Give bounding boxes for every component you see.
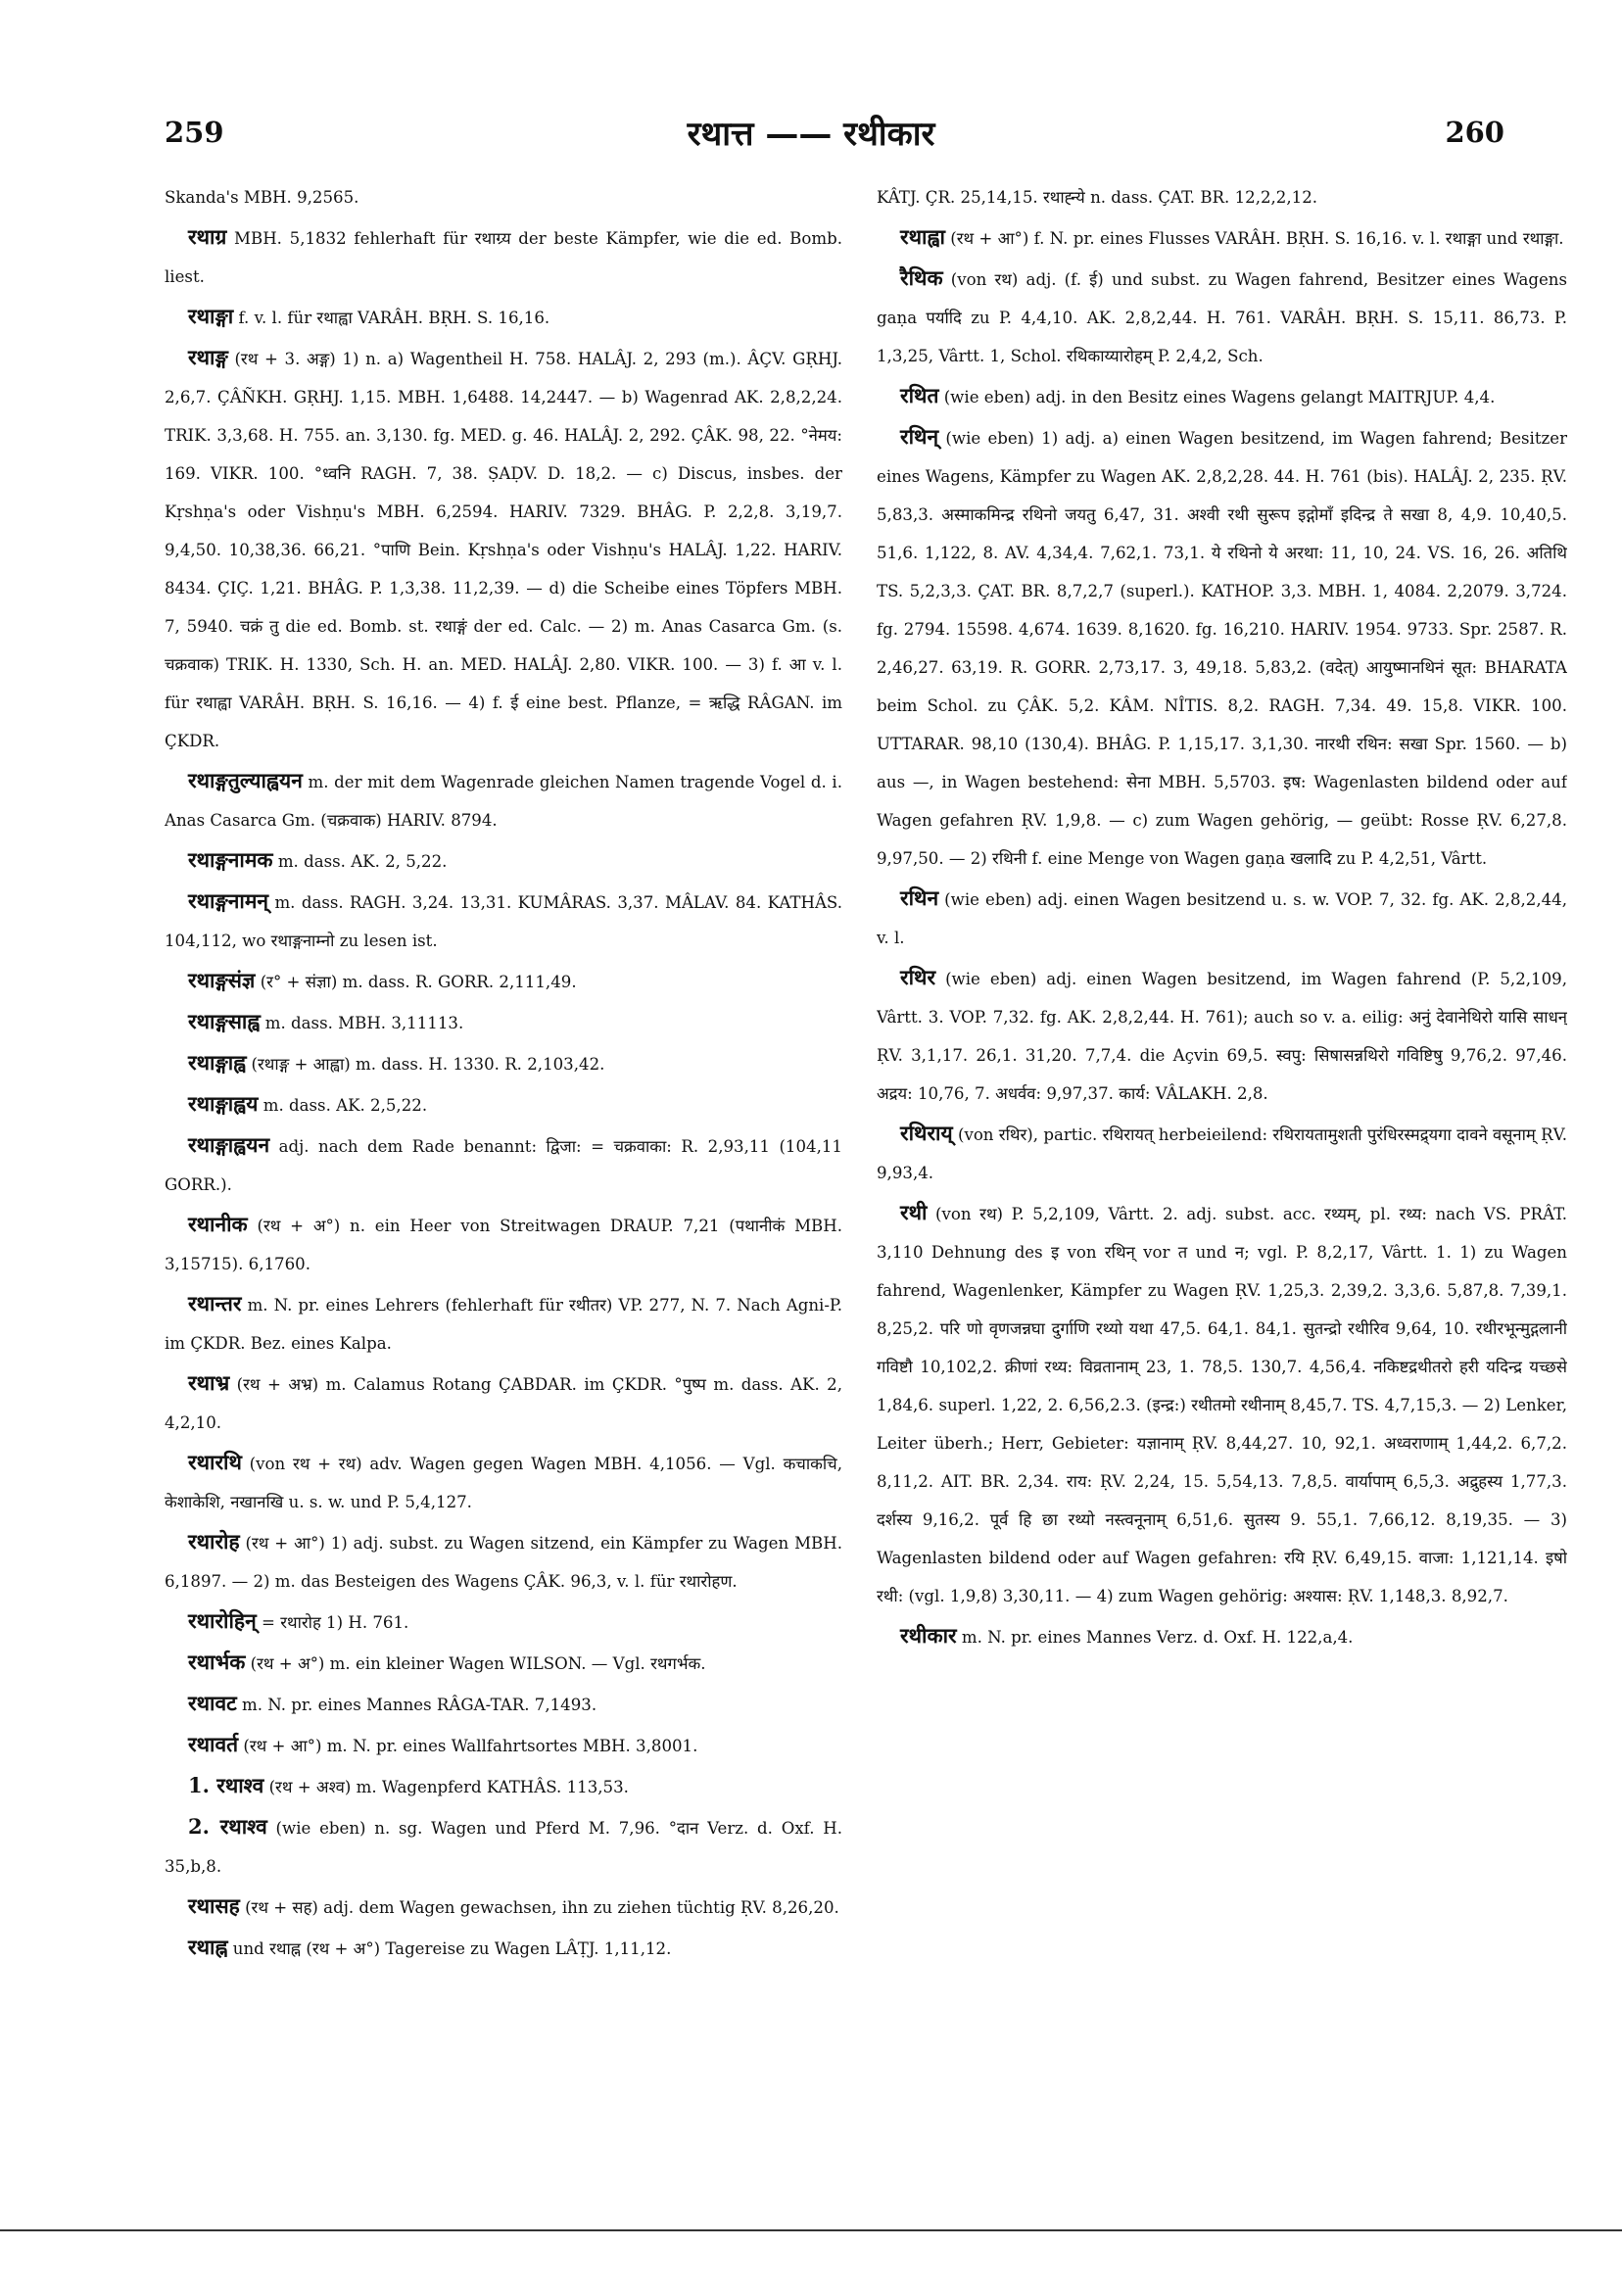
dictionary-entry: [165, 1043, 842, 1083]
entry-headword: रथाङ्गतुल्याह्वयन: [188, 768, 303, 792]
entry-text: (रथ + आ°) 1) adj. subst. zu Wagen sitzend, ein Kämpfer zu Wagen MBH. 6,1897. — 2) m. das Besteigen des Wagens ÇÂK. 96,3, v. l. für रथारोहण.: [165, 1534, 842, 1591]
entry-headword: रथाङ्गाह्वय: [188, 1091, 259, 1116]
entry-text: (रथाङ्ग + आह्वा) m. dass. H. 1330. R. 2,103,42.: [251, 1055, 605, 1074]
dictionary-entry: [165, 1284, 842, 1363]
dictionary-entry: [165, 1766, 842, 1806]
entry-text: Skanda's MBH. 9,2565.: [165, 188, 359, 207]
dictionary-entry: [165, 761, 842, 839]
entry-headword: रथाङ्गनामक: [188, 847, 273, 872]
dictionary-entry: [165, 1928, 842, 1968]
entry-text: m. N. pr. eines Mannes Verz. d. Oxf. H. 122,a,4.: [961, 1628, 1354, 1647]
entry-headword: रथाङ्गसंज्ञ: [188, 968, 256, 992]
entry-text: (wie eben) adj. einen Wagen besitzend u. s. w. VOP. 7, 32. fg. AK. 2,8,2,44, v. l.: [877, 890, 1567, 947]
page-number-left: 259: [165, 116, 224, 149]
entry-text: (रथ + सह) adj. dem Wagen gewachsen, ihn zu ziehen tüchtig ṚV. 8,26,20.: [245, 1898, 839, 1917]
entry-headword: रथित: [900, 383, 939, 407]
dictionary-entry: [165, 1522, 842, 1601]
entry-text: adj. nach dem Rade benannt: द्विजा: = चक्रवाका: R. 2,93,11 (104,11 GORR.).: [165, 1137, 842, 1194]
entry-text: f. v. l. für रथाह्वा VARÂH. BṚH. S. 16,16.: [238, 309, 550, 327]
page-number-right: 260: [1445, 116, 1504, 149]
entry-headword: रथारोहिन्: [188, 1608, 257, 1633]
running-head: रथात्त —— रथीकार: [687, 115, 935, 154]
entry-text: m. dass. AK. 2,5,22.: [262, 1096, 428, 1115]
entry-text: (von रथ) adj. (f. ई) und subst. zu Wagen fahrend, Besitzer eines Wagens gaṇa पर्यादि zu P. 4,4,10. AK. 2,8,2,44. H. 761. VARÂH. BṚH. S. 15,11. 86,73. P. 1,3,25, Vârtt. 1, Schol. रथिकाय्यारोहम् P. 2,4,2, Sch.: [877, 270, 1567, 365]
entry-text: m. N. pr. eines Lehrers (fehlerhaft für रथीतर) VP. 277, N. 7. Nach Agni-P. im ÇKDR. Bez. eines Kalpa.: [165, 1296, 842, 1353]
dictionary-entry: [877, 217, 1567, 258]
entry-headword: रथाङ्ग: [188, 345, 228, 369]
entry-headword: रथाभ्र: [188, 1370, 230, 1395]
entry-headword: रथावर्त: [188, 1732, 239, 1756]
entry-headword: रथाङ्गाह्वयन: [188, 1132, 270, 1157]
entry-headword: रथाग्र: [188, 224, 227, 249]
dictionary-entry: [165, 338, 842, 760]
entry-headword: रथानीक: [188, 1212, 248, 1236]
entry-headword: रथासह: [188, 1893, 240, 1918]
entry-headword: रथाङ्गाह्व: [188, 1050, 247, 1075]
bottom-rule: [0, 2229, 1622, 2231]
entry-text: (von रथ) P. 5,2,109, Vârtt. 2. adj. subst. acc. रथ्यम्, pl. रथ्य: nach VS. PRÂT. 3,110 Dehnung des इ von रथिन् vor त und न; vgl. P. 8,2,17, Vârtt. 1. 1) zu Wagen fahrend, Wagenlenker, Kämpfer zu Wagen ṚV. 1,25,3. 2,39,2. 3,3,6. 5,87,8. 7,39,1. 8,25,2. परि णो वृणजन्नघा दुर्गाणि रथ्यो यथा 47,5. 64,1. 84,1. सुतन्द्रो रथीरिव 9,64, 10. रथीरभून्मुद्गलानी गविष्टौ 10,102,2. क्रीणां रथ्य: विव्रतानाम् 23, 1. 78,5. 130,7. 4,56,4. नकिष्टद्रथीतरो हरी यदिन्द्र यच्छसे 1,84,6. superl. 1,22, 2. 6,56,2.3. (इन्द्र:) रथीतमो रथीनाम् 8,45,7. TS. 4,7,15,3. — 2) Lenker, Leiter überh.; Herr, Gebieter: यज्ञानाम् ṚV. 8,44,27. 10, 92,1. अध्वराणाम् 1,44,2. 6,7,2. 8,11,2. AIT. BR. 2,34. राय: ṚV. 2,24, 15. 5,54,13. 7,8,5. वार्यापाम् 6,5,3. अद्रुहस्य 1,77,3. दर्शस्य 9,16,2. पूर्व हि छा रथ्यो नस्त्वनूनाम् 6,51,6. सुतस्य 9. 55,1. 7,66,12. 8,19,35. — 3) Wagenlasten bildend oder auf Wagen gefahren: रयि ṚV. 6,49,15. वाजा: 1,121,14. इषो रथी: (vgl. 1,9,8) 3,30,11. — 4) zum Wagen gehörig: अश्यास: ṚV. 1,148,3. 8,92,7.: [877, 1205, 1567, 1605]
dictionary-entry: [877, 1616, 1567, 1656]
entry-headword: रथिन्: [900, 424, 939, 449]
dictionary-entry: [165, 1443, 842, 1521]
dictionary-entry: [877, 417, 1567, 878]
entry-text: (रथ + अश्व) m. Wagenpferd KATHÂS. 113,53.: [268, 1778, 629, 1796]
entry-text: (wie eben) adj. einen Wagen besitzend, im Wagen fahrend (P. 5,2,109, Vârtt. 3. VOP. 7,32. fg. AK. 2,8,2,44. H. 761); auch so v. a. eilig: अनुं देवानेथिरो यासि साधन् ṚV. 3,1,17. 26,1. 31,20. 7,7,4. die Açvin 69,5. स्वपु: सिषासन्नथिरो गविष्टिषु 9,76,2. 97,46. अद्रय: 10,76, 7. अधर्वव: 9,97,37. कार्य: VÂLAKH. 2,8.: [877, 970, 1567, 1103]
dictionary-entry: [165, 1084, 842, 1124]
entry-text: m. N. pr. eines Mannes RÂGA-TAR. 7,1493.: [242, 1696, 597, 1714]
dictionary-entry: [877, 1193, 1567, 1615]
right-column: [877, 178, 1567, 2088]
left-column: [165, 178, 842, 2088]
entry-text: m. dass. AK. 2, 5,22.: [277, 852, 448, 871]
entry-text: (wie eben) 1) adj. a) einen Wagen besitzend, im Wagen fahrend; Besitzer eines Wagens, Kämpfer zu Wagen AK. 2,8,2,28. 44. H. 761 (bis). HALÂJ. 2, 235. ṚV. 5,83,3. अस्माकमिन्द्र रथिनो जयतु 6,47, 31. अश्वी रथी सुरूप इद्गोमाँ इदिन्द्र ते सखा 8, 4,9. 10,40,5. 51,6. 1,122, 8. AV. 4,34,4. 7,62,1. 73,1. ये रथिनो ये अरथा: 11, 10, 24. VS. 16, 26. अतिथि TS. 5,2,3,3. ÇAT. BR. 8,7,2,7 (superl.). KATHOP. 3,3. MBH. 1, 4084. 2,2079. 3,724. fg. 2794. 15598. 4,674. 1639. 8,1620. fg. 16,210. HARIV. 1954. 9733. Spr. 2587. R. 2,46,27. 63,19. R. GORR. 2,73,17. 3, 49,18. 5,83,2. (वदेत्) आयुष्मानथिनं सूत: BHARATA beim Schol. zu ÇÂK. 5,2. KÂM. NÎTIS. 8,2. RAGH. 7,34. 49. 15,8. VIKR. 100. UTTARAR. 98,10 (130,4). BHÂG. P. 1,15,17. 3,1,30. नारथी रथिन: सखा Spr. 1560. — b) aus —, in Wagen bestehend: सेना MBH. 5,5703. इष: Wagenlasten bildend oder auf Wagen gefahren ṚV. 1,9,8. — c) zum Wagen gehörig, — geübt: Rosse ṚV. 6,27,8. 9,97,50. — 2) रथिनी f. eine Menge von Wagen gaṇa खलादि zu P. 4,2,51, Vârtt.: [877, 429, 1567, 868]
dictionary-entry: [165, 1602, 842, 1642]
entry-text: (रथ + आ°) f. N. pr. eines Flusses VARÂH. BṚH. S. 16,16. v. l. रथाङ्गा und रथाङ्गा.: [950, 229, 1564, 248]
entry-headword: रैथिक: [900, 265, 943, 290]
dictionary-entry: [165, 1002, 842, 1042]
entry-headword: रथीकार: [900, 1623, 957, 1648]
dictionary-entry: [877, 879, 1567, 957]
entry-text: und रथाह्न (रथ + अ°) Tagereise zu Wagen LÂṬJ. 1,11,12.: [232, 1939, 672, 1958]
dictionary-entry: [165, 1725, 842, 1765]
entry-headword: रथी: [900, 1200, 928, 1224]
entry-headword: 2. रथाश्व: [188, 1814, 267, 1839]
entry-text: MBH. 5,1832 fehlerhaft für रथाग्र्य der beste Kämpfer, wie die ed. Bomb. liest.: [165, 229, 842, 286]
entry-text: (wie eben) adj. in den Besitz eines Wagens gelangt MAITRJUP. 4,4.: [943, 388, 1496, 407]
entry-headword: रथाङ्गा: [188, 304, 234, 328]
entry-headword: रथारोह: [188, 1529, 240, 1554]
dictionary-entry: [165, 1887, 842, 1927]
entry-headword: रथाह्न: [188, 1935, 228, 1959]
entry-headword: रथाङ्गसाह्व: [188, 1009, 261, 1033]
entry-text: m. dass. RAGH. 3,24. 13,31. KUMÂRAS. 3,37. MÂLAV. 84. KATHÂS. 104,112, wo रथाङ्गनाम्नो zu lesen ist.: [165, 893, 842, 950]
entry-text: (wie eben) n. sg. Wagen und Pferd M. 7,96. °दान Verz. d. Oxf. H. 35,b,8.: [165, 1819, 842, 1876]
entry-headword: 1. रथाश्व: [188, 1773, 264, 1797]
dictionary-entry: [165, 1807, 842, 1886]
entry-headword: रथावट: [188, 1691, 237, 1715]
dictionary-entry: [165, 178, 842, 216]
dictionary-entry: [165, 297, 842, 337]
entry-text: (रथ + आ°) m. N. pr. eines Wallfahrtsortes MBH. 3,8001.: [243, 1737, 698, 1755]
entry-text: (von रथ + रथ) adv. Wagen gegen Wagen MBH. 4,1056. — Vgl. कचाकचि, केशाकेशि, नखानखि u. s. w. und P. 5,4,127.: [165, 1455, 842, 1511]
dictionary-entry: [165, 1205, 842, 1283]
entry-text: m. der mit dem Wagenrade gleichen Namen tragende Vogel d. i. Anas Casarca Gm. (चक्रवाक) HARIV. 8794.: [165, 773, 842, 830]
dictionary-entry: [165, 1125, 842, 1204]
entry-headword: रथिर: [900, 965, 936, 989]
entry-headword: रथाङ्गनामन्: [188, 888, 269, 913]
entry-text: (रथ + 3. अङ्ग) 1) n. a) Wagentheil H. 758. HALÂJ. 2, 293 (m.). ÂÇV. GṚHJ. 2,6,7. ÇÂÑKH. GṚHJ. 1,15. MBH. 1,6488. 14,2447. — b) Wagenrad AK. 2,8,2,24. TRIK. 3,3,68. H. 755. an. 3,130. fg. MED. g. 46. HALÂJ. 2, 292. ÇÂK. 98, 22. °नेमय: 169. VIKR. 100. °ध्वनि RAGH. 7, 38. ṢAḌV. D. 18,2. — c) Discus, insbes. der Kṛshṇa's oder Vishṇu's MBH. 6,2594. HARIV. 7329. BHÂG. P. 2,2,8. 3,19,7. 9,4,50. 10,38,36. 66,21. °पाणि Bein. Kṛshṇa's oder Vishṇu's HALÂJ. 1,22. HARIV. 8434. ÇIÇ. 1,21. BHÂG. P. 1,3,38. 11,2,39. — d) die Scheibe eines Töpfers MBH. 7, 5940. चक्रं तु die ed. Bomb. st. रथाङ्गं der ed. Calc. — 2) m. Anas Casarca Gm. (s. चक्रवाक) TRIK. H. 1330, Sch. H. an. MED. HALÂJ. 2,80. VIKR. 100. — 3) f. आ v. l. für रथाह्वा VARÂH. BṚH. S. 16,16. — 4) f. ई eine best. Pflanze, = ऋद्धि RÂGAN. im ÇKDR.: [165, 350, 842, 750]
dictionary-entry: [877, 376, 1567, 416]
entry-headword: रथान्तर: [188, 1291, 242, 1315]
entry-headword: रथार्भक: [188, 1650, 246, 1674]
entry-text: (रथ + अ°) m. ein kleiner Wagen WILSON. — Vgl. रथगर्भक.: [250, 1654, 706, 1673]
entry-text: = रथारोह 1) H. 761.: [262, 1613, 409, 1632]
dictionary-entry: [165, 1643, 842, 1683]
dictionary-entry: [165, 840, 842, 881]
entry-text: (von रथिर), partic. रथिरायत् herbeieilend: रथिरायतामुशती पुरंधिरस्मद्र्यगा दावने वसूनाम् ṚV. 9,93,4.: [877, 1125, 1567, 1182]
dictionary-entry: [877, 958, 1567, 1113]
entry-text: (र° + संज्ञा) m. dass. R. GORR. 2,111,49.: [260, 973, 577, 991]
dictionary-entry: [165, 217, 842, 296]
entry-headword: रथिराय्: [900, 1121, 953, 1145]
entry-headword: रथिन: [900, 885, 939, 910]
dictionary-entry: [165, 1363, 842, 1442]
entry-headword: रथारथि: [188, 1450, 242, 1474]
dictionary-entry: [877, 178, 1567, 216]
dictionary-entry: [877, 1114, 1567, 1192]
entry-text: m. dass. MBH. 3,11113.: [264, 1014, 464, 1032]
entry-text: (रथ + अभ्र) m. Calamus Rotang ÇABDAR. im ÇKDR. °पुष्प m. dass. AK. 2, 4,2,10.: [165, 1375, 842, 1432]
entry-headword: रथाह्वा: [900, 224, 945, 249]
entry-text: KÂTJ. ÇR. 25,14,15. रथाह्न्ये n. dass. ÇAT. BR. 12,2,2,12.: [877, 188, 1318, 207]
dictionary-entry: [165, 882, 842, 960]
entry-text: (रथ + अ°) n. ein Heer von Streitwagen DRAUP. 7,21 (पथानीकं MBH. 3,15715). 6,1760.: [165, 1217, 842, 1273]
dictionary-entry: [877, 259, 1567, 375]
dictionary-entry: [165, 1684, 842, 1724]
dictionary-entry: [165, 961, 842, 1001]
